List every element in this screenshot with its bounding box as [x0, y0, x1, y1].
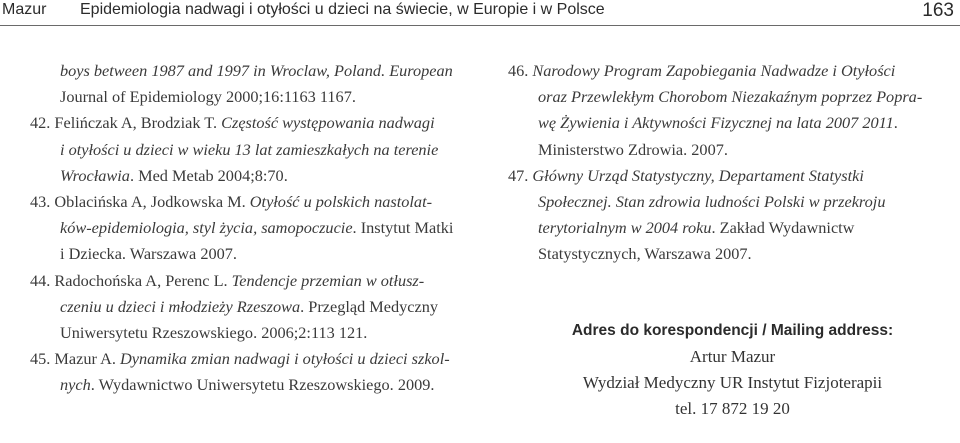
reference-line: [30, 163, 460, 189]
reference-text: 43. Oblacińska A, Jodkowska M.: [30, 192, 250, 212]
reference-line: [508, 58, 953, 84]
reference-title-text: czeniu u dzieci i młodzieży Rzeszowa: [60, 296, 301, 316]
reference-line: [30, 346, 460, 372]
reference-line: [30, 137, 460, 163]
reference-line: [508, 84, 953, 110]
reference-text: . Wydawnictwo Uniwersytetu Rzeszowskiego. 2009.: [90, 375, 435, 395]
reference-line: [508, 163, 953, 189]
reference-list-right: [508, 58, 953, 268]
correspondence-name: Artur Mazur: [689, 347, 776, 366]
reference-line: [508, 241, 953, 267]
reference-entry: [30, 189, 460, 268]
reference-text: 42. Felińczak A, Brodziak T.: [30, 113, 222, 133]
reference-column-left: [30, 58, 460, 399]
reference-line: Journal of Epidemiology 2000;16:1163 1167.: [60, 87, 356, 107]
correspondence-phone: tel. 17 872 19 20: [675, 399, 790, 418]
reference-line: [30, 268, 460, 294]
reference-title-text: nych: [60, 375, 91, 395]
running-header-title: Epidemiologia nadwagi i otyłości u dzieci na świecie, w Europie i w Polsce: [80, 1, 605, 18]
reference-line: [508, 110, 953, 136]
reference-title-text: Wrocławia: [60, 165, 130, 185]
reference-line: [30, 294, 460, 320]
reference-text: Uniwersytetu Rzeszowskiego. 2006;2:113 121.: [60, 323, 368, 343]
reference-line: [508, 215, 953, 241]
reference-title-text: oraz Przewlekłym Chorobom Niezakaźnym poprzez Popra-: [538, 87, 923, 107]
running-header-author: Mazur: [2, 1, 47, 18]
reference-title-text: Częstość występowania nadwagi: [221, 113, 435, 133]
reference-title-text: Otyłość u polskich nastolat-: [249, 192, 433, 212]
reference-column-right: [508, 58, 953, 268]
reference-text: 44. Radochońska A, Perenc L.: [30, 270, 232, 290]
reference-line: [30, 215, 460, 241]
reference-text: i Dziecka. Warszawa 2007.: [60, 244, 237, 264]
reference-line: [508, 137, 953, 163]
reference-text: Ministerstwo Zdrowia. 2007.: [538, 139, 728, 159]
correspondence-block: [520, 318, 945, 422]
reference-title-text: ków-epidemiologia, styl życia, samopoczucie: [60, 218, 353, 238]
reference-line: [30, 372, 460, 398]
correspondence-heading: Adres do korespondencji / Mailing address:: [571, 322, 894, 339]
reference-entry: [508, 58, 953, 163]
reference-entry: [30, 346, 460, 398]
reference-title-text: Narodowy Program Zapobiegania Nadwadze i Otyłości: [532, 61, 896, 80]
reference-text: 47.: [508, 165, 533, 185]
reference-title-text: Społecznej. Stan zdrowia ludności Polski w przekroju: [538, 192, 886, 212]
reference-text: 45. Mazur A.: [30, 349, 120, 369]
reference-line: [30, 110, 460, 136]
reference-line: [508, 189, 953, 215]
reference-title-text: wę Żywienia i Aktywności Fizycznej na lata 2007 2011: [538, 113, 894, 133]
reference-text: 46.: [508, 61, 533, 80]
correspondence-affiliation: Wydział Medyczny UR Instytut Fizjoterapii: [582, 373, 883, 392]
reference-line: [30, 241, 460, 267]
reference-text: . Przegląd Medyczny: [300, 296, 439, 316]
reference-line: [30, 320, 460, 346]
reference-text: . Instytut Matki: [352, 218, 454, 238]
reference-line: [30, 189, 460, 215]
reference-text: . Zakład Wydawnictw: [711, 218, 855, 238]
reference-continuation: [30, 58, 460, 110]
reference-line: boys between 1987 and 1997 in Wroclaw, Poland. European: [60, 61, 453, 80]
page-number: 163: [922, 0, 954, 21]
reference-title-text: Tendencje przemian w otłusz-: [231, 270, 425, 290]
reference-text: Statystycznych, Warszawa 2007.: [538, 244, 752, 264]
reference-title-text: Dynamika zmian nadwagi i otyłości u dzieci szkol-: [119, 349, 450, 369]
reference-entry: [508, 163, 953, 268]
reference-title-text: terytorialnym w 2004 roku: [538, 218, 712, 238]
reference-title-text: i otyłości u dzieci w wieku 13 lat zamieszkałych na terenie: [60, 139, 439, 159]
reference-title-text: Główny Urząd Statystyczny, Departament Statystki: [532, 165, 864, 185]
running-header: [0, 0, 960, 26]
reference-list-left: [30, 110, 460, 398]
reference-text: .: [893, 113, 898, 133]
reference-entry: [30, 268, 460, 347]
reference-entry: [30, 110, 460, 189]
reference-text: . Med Metab 2004;8:70.: [129, 165, 288, 185]
